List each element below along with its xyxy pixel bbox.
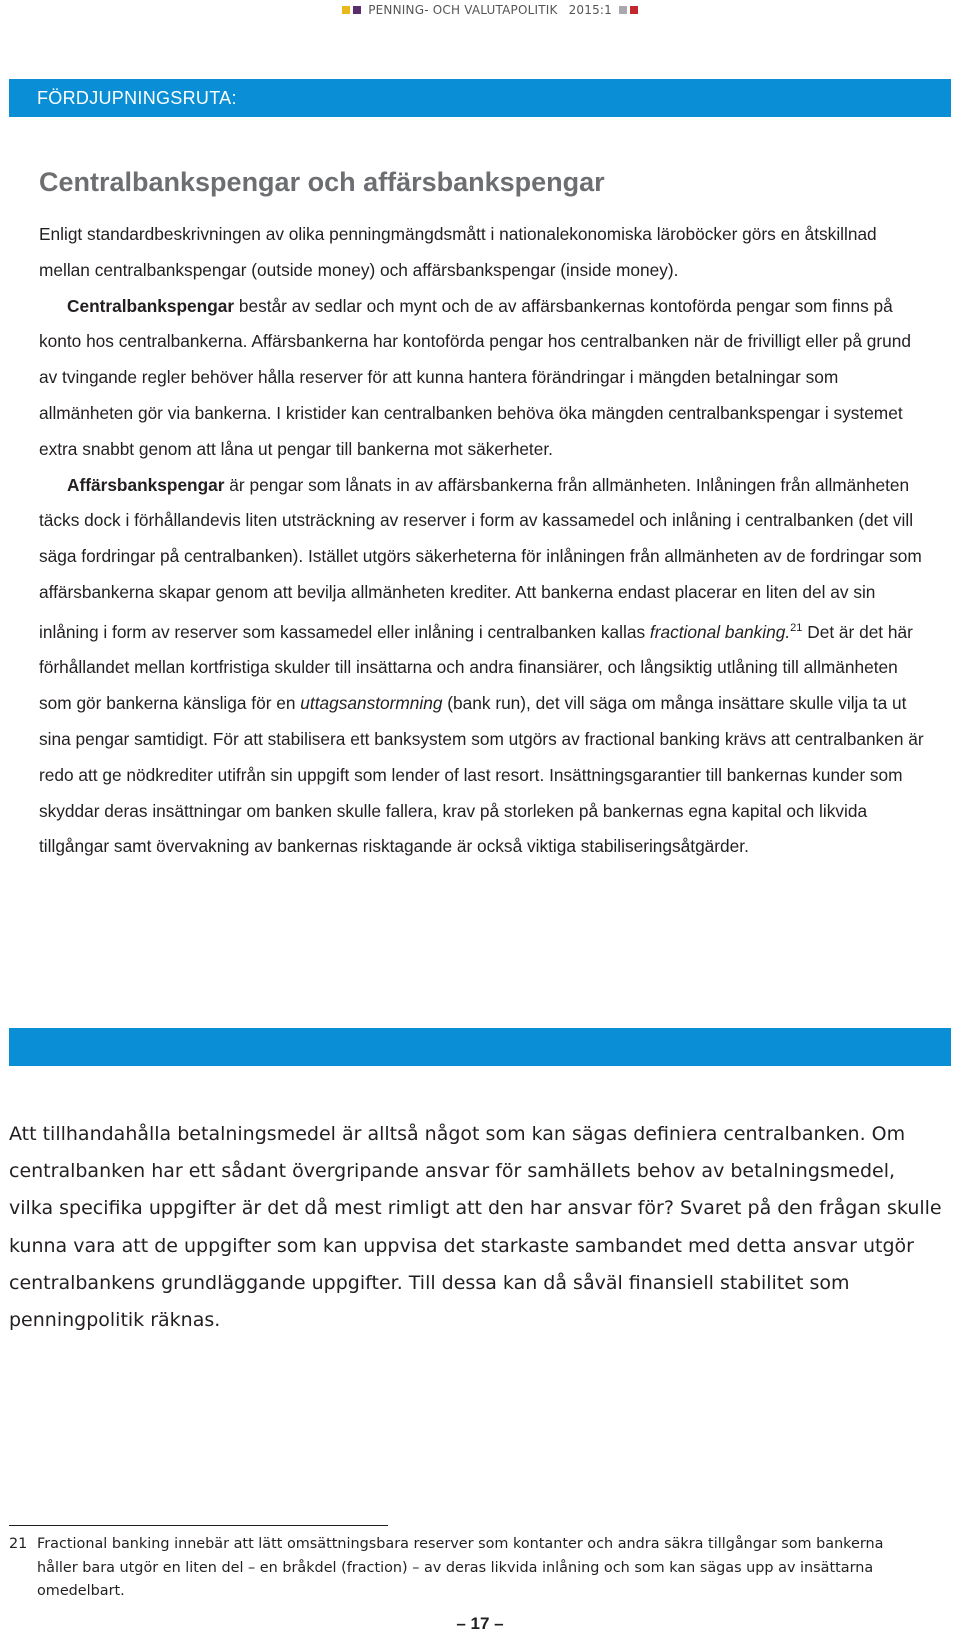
box-paragraph-2: Centralbankspengar består av sedlar och mynt och de av affärsbankernas kontoförda pengar som finns på konto hos centralbankerna. Affärsbankerna har kontoförda pengar hos centralbanken när de frivilligt eller på grund av tvingande regler behöver hålla reserver för att kunna hantera förändringar i mängden betalningar som allmänheten gör via bankerna. I kristider kan centralbanken behöva öka mängden centralbankspengar i systemet extra snabbt genom att låna ut pengar till bankerna mot säkerheter. <box>39 295 911 459</box>
running-header <box>342 3 638 17</box>
footnote <box>9 1533 909 1604</box>
footnote-divider <box>9 1525 388 1526</box>
term-uttagsanstormning: uttagsanstormning <box>300 693 443 714</box>
box-label-banner <box>9 79 951 117</box>
box-paragraph-1: Enligt standardbeskrivningen av olika penningmängdsmått i nationalekonomiska läroböcker görs en åtskillnad mellan centralbankspengar (outside money) och affärsbankspengar (inside money). <box>39 224 877 280</box>
term-affarsbankspengar: Affärsbankspengar <box>67 474 225 495</box>
box-body <box>39 217 932 865</box>
red-square-icon <box>630 6 638 14</box>
box-title: Centralbankspengar och affärsbankspengar <box>39 167 605 197</box>
term-fractional-banking: fractional banking. <box>649 621 791 642</box>
footnote-number: 21 <box>9 1536 28 1552</box>
box-label: FÖRDJUPNINGSRUTA: <box>37 87 237 108</box>
box-bottom-banner <box>9 1028 951 1066</box>
page-number: – 17 – <box>456 1614 504 1633</box>
main-paragraph: Att tillhandahålla betalningsmedel är alltså något som kan sägas definiera centralbanken. Om centralbanken har ett sådant övergripande ansvar för samhällets behov av betalningsmedel, vilka specifika uppgifter är det då mest rimligt att den har ansvar för? Svaret på den frågan skulle kunna vara att de uppgifter som kan uppvisa det starkaste sambandet med detta ansvar utgör centralbankens grundläggande uppgifter. Till dessa kan då såväl finansiell stabilitet som penningpolitik räknas. <box>9 1123 942 1332</box>
box-paragraph-3: Affärsbankspengar är pengar som lånats in av affärsbankerna från allmänheten. Inlåningen från allmänheten täcks dock i förhållandevis liten utsträckning av reserver i form av kassamedel och inlåning i centralbanken (det vill säga fordringar på centralbanken). Istället utgörs säkerheterna för inlåningen från allmänheten av de fordringar som affärsbankerna skapar genom att bevilja allmänheten krediter. Att bankerna endast placerar en liten del av sin inlåning i form av reserver som kassamedel eller inlåning i centralbanken kallas fractional banking.$^{21}$ Det är det här förhållandet mellan kortfristiga skulder till insättarna och andra finansiärer, och långsiktig utlåning till allmänheten som gör bankerna känsliga för en uttagsanstormning (bank run), det vill säga om många insättare skulle vilja ta ut sina pengar samtidigt. För att stabilisera ett banksystem som utgörs av fractional banking krävs att centralbanken är redo att ge nödkrediter utifrån sin uppgift som lender of last resort. Insättningsgarantier till bankernas kunder som skyddar deras insättningar om banken skulle fallera, krav på storleken på bankernas egna kapital och likvida tillgångar samt övervakning av bankernas risktagande är också viktiga stabiliseringsåtgärder. <box>39 474 924 857</box>
publication-title: PENNING- OCH VALUTAPOLITIK <box>368 3 558 17</box>
term-centralbankspengar: Centralbankspengar <box>67 295 235 316</box>
yellow-square-icon <box>342 6 350 14</box>
footnote-text: Fractional banking innebär att lätt omsättningsbara reserver som kontanter och andra säkra tillgångar som bankerna håller bara utgör en liten del – en bråkdel (fraction) – av deras likvida inlåning och som kan sägas upp av insättarna omedelbart. <box>37 1536 884 1599</box>
gray-square-icon <box>619 6 627 14</box>
footnote-ref[interactable]: 21 <box>790 621 803 634</box>
publication-issue: 2015:1 <box>568 3 612 17</box>
purple-square-icon <box>353 6 361 14</box>
